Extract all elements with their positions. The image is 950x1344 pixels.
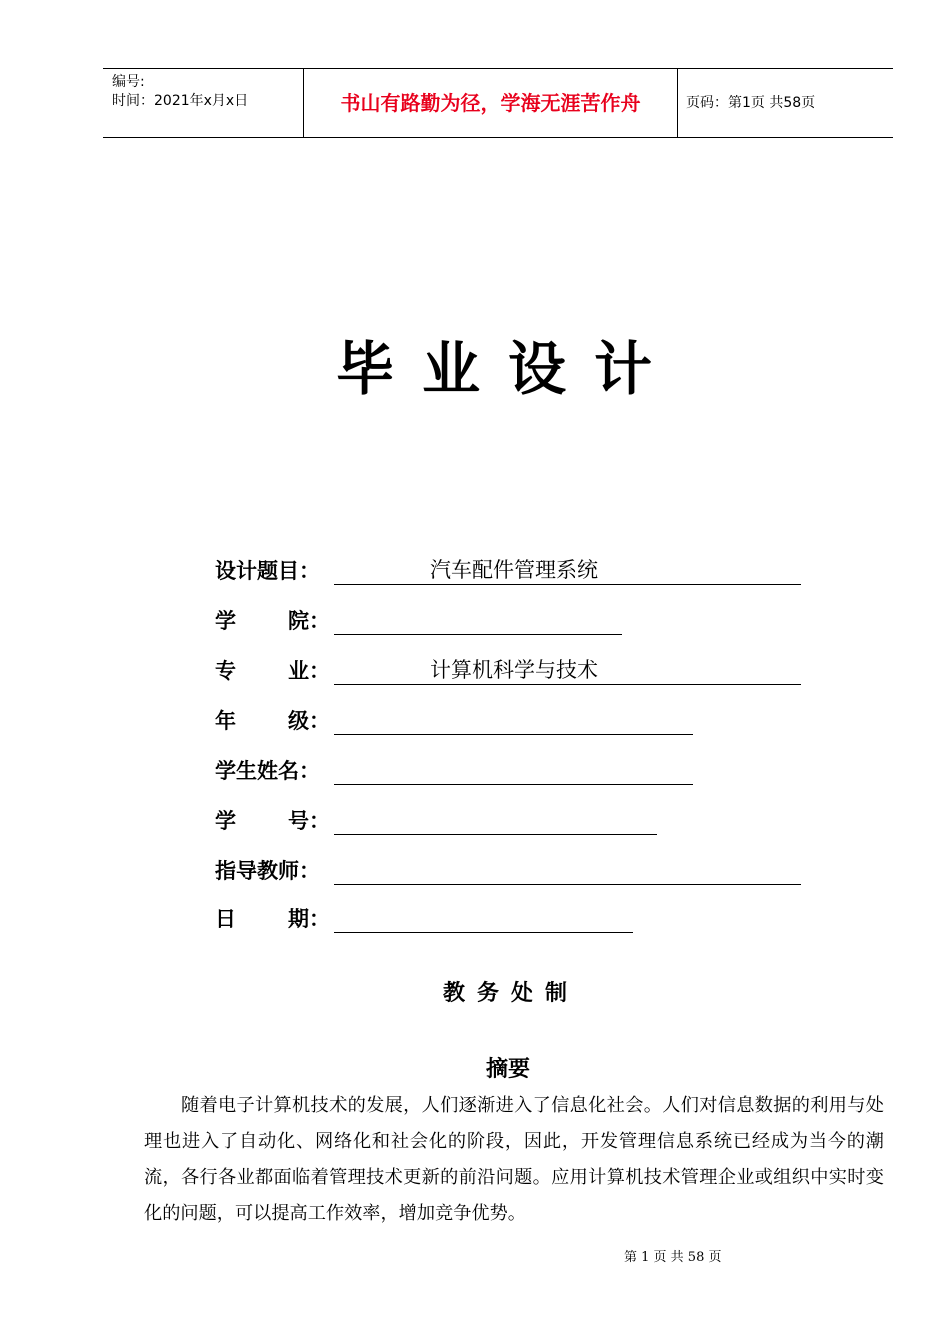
field-college-value (334, 606, 622, 635)
page-footer: 第 1 页 共 58 页 (624, 1250, 722, 1265)
field-grade-label-a: 年 (215, 709, 236, 733)
field-student-name-value (334, 756, 693, 785)
header-motto-cell (304, 69, 678, 137)
field-major-label-b: 业： (288, 659, 330, 683)
header-meta-cell (103, 69, 304, 137)
field-major-value: 计算机科学与技术 (334, 656, 801, 685)
abstract-heading: 摘要 (485, 1057, 530, 1082)
field-date-label-a: 日 (215, 907, 236, 931)
field-grade-label-b: 级： (288, 709, 330, 733)
field-advisor-value (334, 856, 801, 885)
number-label: 编号: (112, 74, 145, 90)
field-topic-label: 设计题目： (215, 559, 320, 583)
motto: 书山有路勤为径，学海无涯苦作舟 (340, 91, 641, 115)
page-code: 页码：第1页 共58页 (686, 95, 816, 111)
page-title: 毕业设计 (335, 335, 680, 403)
field-college-label-b: 院： (288, 609, 330, 633)
abstract-body: 随着电子计算机技术的发展，人们逐渐进入了信息化社会。人们对信息数据的利用与处理也进入了自动化、网络化和社会化的阶段，因此，开发管理信息系统已经成为当今的潮流，各行各业都面临着管理技术更新的前沿问题。应用计算机技术管理企业或组织中实时变化的问题，可以提高工作效率，增加竞争优势。 (144, 1095, 884, 1224)
date-line: 时间：2021年x月x日 (112, 93, 249, 109)
field-date-value (334, 904, 633, 933)
header-page-cell (678, 69, 893, 137)
field-student-name-label: 学生姓名： (215, 759, 320, 783)
field-student-id-label-b: 号： (288, 809, 330, 833)
field-college-label-a: 学 (215, 609, 236, 633)
document-header (103, 68, 893, 138)
issuer-line: 教务处制 (442, 980, 579, 1006)
field-student-id-label-a: 学 (215, 809, 236, 833)
field-major-label-a: 专 (215, 659, 236, 683)
field-grade-value (334, 706, 693, 735)
field-date-label-b: 期： (288, 907, 330, 931)
field-topic-value: 汽车配件管理系统 (334, 556, 801, 585)
field-student-id-value (334, 806, 657, 835)
field-advisor-label: 指导教师： (215, 859, 320, 883)
